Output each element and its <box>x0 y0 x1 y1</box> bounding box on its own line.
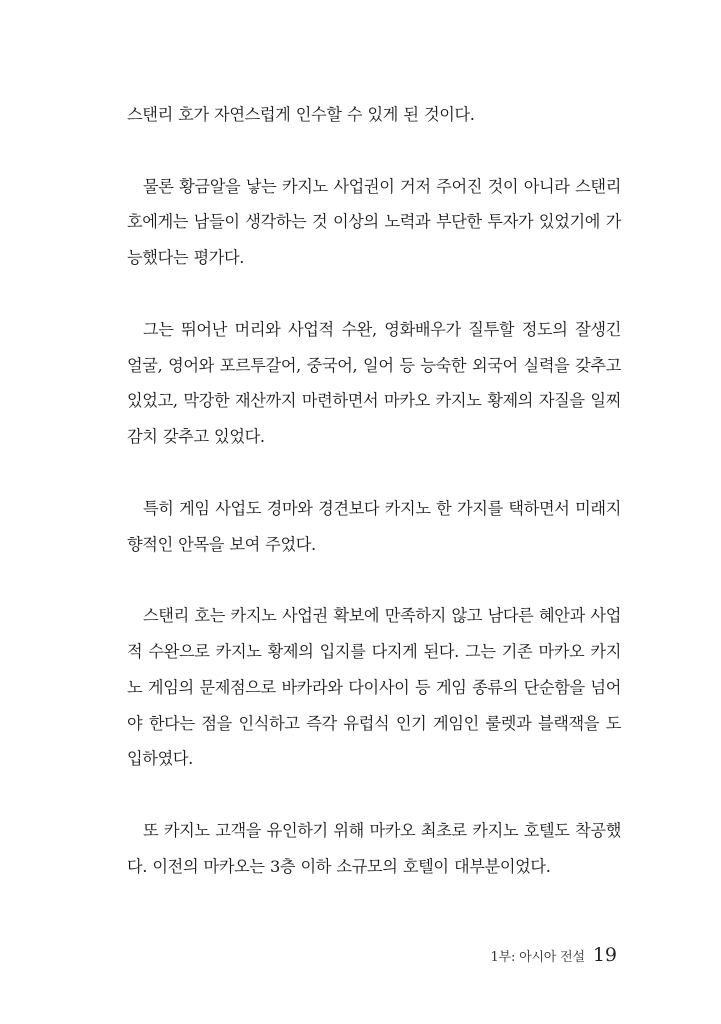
page-number: 19 <box>592 944 617 966</box>
section-label: 1부: 아시아 전설 <box>490 950 585 965</box>
page-footer <box>491 944 617 966</box>
body-text <box>127 97 621 920</box>
paragraph: 물론 황금알을 낳는 카지노 사업권이 거저 주어진 것이 아니라 스탠리 호에게는 남들이 생각하는 것 이상의 노력과 부단한 투자가 있었기에 가능했다는 평가다. <box>127 176 621 268</box>
paragraph: 스탠리 호는 카지노 사업권 확보에 만족하지 않고 남다른 혜안과 사업적 수완으로 카지노 황제의 입지를 다지게 된다. 그는 기존 마카오 카지노 게임의 문제점으로 바카라와 다이사이 등 게임 종류의 단순함을 넘어야 한다는 점을 인식하고 즉각 유럽식 인기 게임인 룰렛과 블랙잭을 도입하였다. <box>127 606 621 769</box>
paragraph-continuation: 스탠리 호가 자연스럽게 인수할 수 있게 된 것이다. <box>127 105 475 124</box>
paragraph: 특히 게임 사업도 경마와 경견보다 카지노 한 가지를 택하면서 미래지향적인 안목을 보여 주었다. <box>127 498 621 554</box>
paragraph: 그는 뛰어난 머리와 사업적 수완, 영화배우가 질투할 정도의 잘생긴 얼굴, 영어와 포르투갈어, 중국어, 일어 등 능숙한 외국어 실력을 갖추고 있었고, 막강한 재산까지 마련하면서 마카오 카지노 황제의 자질을 일찌감치 갖추고 있었다. <box>127 319 621 447</box>
paragraph: 또 카지노 고객을 유인하기 위해 마카오 최초로 카지노 호텔도 착공했다. 이전의 마카오는 3층 이하 소규모의 호텔이 대부분이었다. <box>127 820 621 876</box>
